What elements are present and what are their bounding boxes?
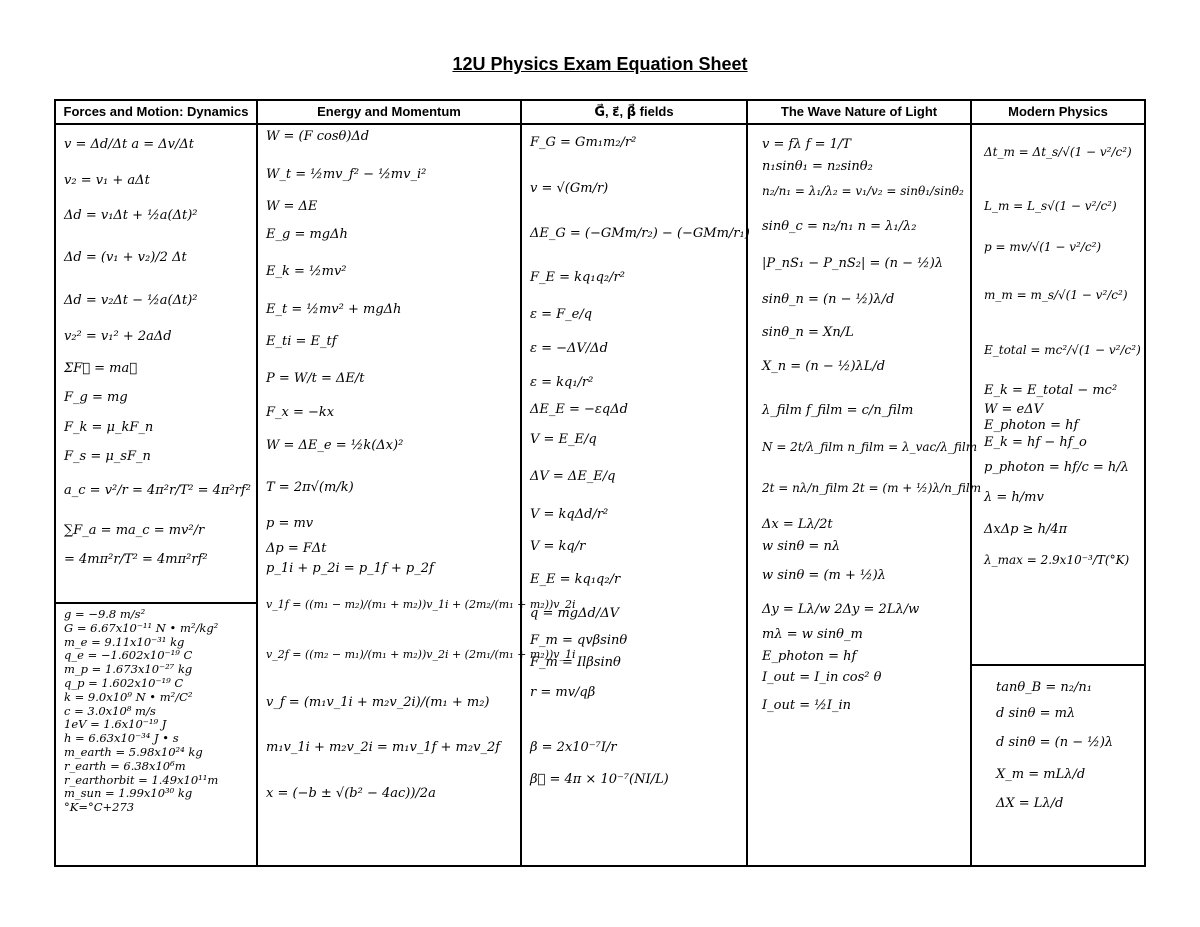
equation: F_g = mg bbox=[64, 390, 128, 406]
constant: c = 3.0x10⁸ m/s bbox=[64, 703, 156, 718]
equation: β = 2x10⁻⁷I/r bbox=[530, 740, 617, 756]
equation: p = mv/√(1 − v²/c²) bbox=[984, 239, 1102, 254]
equation: E_photon = hf bbox=[762, 648, 857, 664]
equation: F_m = Ilβsinθ bbox=[530, 654, 621, 670]
equation: d sinθ = (n − ½)λ bbox=[996, 735, 1114, 751]
equation: E_E = kq₁q₂/r bbox=[530, 572, 621, 588]
equation-list bbox=[748, 125, 982, 714]
equation: V = kq/r bbox=[530, 538, 586, 554]
equation: r = mv/qβ bbox=[530, 684, 596, 700]
constant: m_sun = 1.99x10³⁰ kg bbox=[64, 786, 193, 801]
equation: I_out = I_in cos² θ bbox=[762, 670, 882, 686]
extra-equation-list bbox=[972, 666, 1144, 812]
equation: W = ΔE_e = ½k(Δx)² bbox=[266, 438, 404, 454]
equation: p_1i + p_2i = p_1f + p_2f bbox=[266, 560, 434, 576]
equation: v_2f = ((m₂ − m₁)/(m₁ + m₂))v_2i + (2m₁/(m₁ + m₂))v_1i bbox=[266, 647, 576, 661]
equation: ε = F_e/q bbox=[530, 307, 593, 323]
modern-physics-box bbox=[972, 101, 1144, 666]
equation: Δy = Lλ/w 2Δy = 2Lλ/w bbox=[762, 601, 920, 617]
equation: Δp = FΔt bbox=[266, 541, 327, 557]
constant: q_e = −1.602x10⁻¹⁹ C bbox=[64, 648, 193, 663]
equation: T = 2π√(m/k) bbox=[266, 479, 354, 495]
equation: V = kqΔd/r² bbox=[530, 506, 609, 522]
equation: N = 2t/λ_film n_film = λ_vac/λ_film bbox=[762, 440, 978, 455]
equation: X_m = mLλ/d bbox=[996, 766, 1086, 782]
column-wave-light bbox=[746, 101, 982, 865]
equation: β⃗ = 4π × 10⁻⁷(NI/L) bbox=[530, 771, 669, 787]
equation: v_f = (m₁v_1i + m₂v_2i)/(m₁ + m₂) bbox=[266, 694, 490, 710]
equation-table bbox=[54, 99, 1146, 867]
equation-list bbox=[522, 125, 750, 787]
equation: E_t = ½mv² + mgΔh bbox=[266, 301, 402, 317]
equation: F_m = qvβsinθ bbox=[530, 633, 628, 649]
equation: F_E = kq₁q₂/r² bbox=[530, 269, 625, 285]
constant: q_p = 1.602x10⁻¹⁹ C bbox=[64, 675, 184, 690]
equation: ΔxΔp ≥ h/4π bbox=[984, 521, 1068, 537]
constants-box bbox=[56, 602, 256, 865]
equation: m_m = m_s/√(1 − v²/c²) bbox=[984, 288, 1128, 303]
column-modern-physics bbox=[970, 101, 1144, 865]
equation: d sinθ = mλ bbox=[996, 705, 1076, 721]
equation: v₂² = v₁² + 2aΔd bbox=[64, 328, 172, 344]
constant: g = −9.8 m/s² bbox=[64, 607, 146, 621]
equation: F_k = μ_kF_n bbox=[64, 419, 154, 435]
equation: E_photon = hf bbox=[984, 418, 1079, 434]
equation: a_c = v²/r = 4π²r/T² = 4π²rf² bbox=[64, 482, 251, 498]
equation: n₁sinθ₁ = n₂sinθ₂ bbox=[762, 158, 873, 174]
equation: p = mv bbox=[266, 515, 314, 531]
constant: r_earthorbit = 1.49x10¹¹m bbox=[64, 772, 219, 787]
equation: ε = kq₁/r² bbox=[530, 374, 594, 390]
equation: E_g = mgΔh bbox=[266, 226, 348, 242]
equation: ΣF⃗ = ma⃗ bbox=[64, 360, 138, 376]
equation: m₁v_1i + m₂v_2i = m₁v_1f + m₂v_2f bbox=[266, 740, 501, 756]
equation: Δd = (v₁ + v₂)/2 Δt bbox=[64, 249, 187, 265]
equation: W = (F cosθ)Δd bbox=[266, 129, 370, 144]
equation: E_k = ½mv² bbox=[266, 264, 347, 280]
equation: p_photon = hf/c = h/λ bbox=[984, 460, 1129, 476]
equation: w sinθ = (m + ½)λ bbox=[762, 568, 886, 584]
equation: mλ = w sinθ_m bbox=[762, 627, 863, 643]
equation: v_1f = ((m₁ − m₂)/(m₁ + m₂))v_1i + (2m₂/(m₁ + m₂))v_2i bbox=[266, 598, 576, 612]
equation: ΔX = Lλ/d bbox=[996, 796, 1064, 812]
column-heading: G⃗, ε⃗, β⃗ fields bbox=[522, 101, 746, 125]
equation: E_ti = E_tf bbox=[266, 333, 337, 349]
equation: X_n = (n − ½)λL/d bbox=[762, 358, 886, 374]
equation: E_total = mc²/√(1 − v²/c²) bbox=[984, 342, 1141, 357]
equation: L_m = L_s√(1 − v²/c²) bbox=[984, 199, 1117, 214]
column-heading: Modern Physics bbox=[972, 101, 1144, 125]
equation-list bbox=[56, 125, 256, 568]
equation: n₂/n₁ = λ₁/λ₂ = v₁/v₂ = sinθ₁/sinθ₂ bbox=[762, 184, 964, 199]
equation: V = E_E/q bbox=[530, 431, 597, 447]
equation: λ = h/mv bbox=[984, 489, 1044, 505]
constant: °K=°C+273 bbox=[64, 800, 135, 815]
equation: Δx = Lλ/2t bbox=[762, 516, 833, 532]
equation: P = W/t = ΔE/t bbox=[266, 371, 365, 387]
constant: 1eV = 1.6x10⁻¹⁹ J bbox=[64, 717, 167, 732]
equation: v = fλ f = 1/T bbox=[762, 137, 851, 152]
column-heading: Forces and Motion: Dynamics bbox=[56, 101, 256, 125]
constant: m_e = 9.11x10⁻³¹ kg bbox=[64, 634, 185, 649]
equation: λ_max = 2.9x10⁻³/T(°K) bbox=[984, 553, 1130, 568]
constant: m_p = 1.673x10⁻²⁷ kg bbox=[64, 662, 193, 677]
equation: v = Δd/Δt a = Δv/Δt bbox=[64, 137, 194, 152]
equation: v₂ = v₁ + aΔt bbox=[64, 172, 150, 188]
equation: ∑F_a = ma_c = mv²/r bbox=[64, 522, 205, 538]
equation: v = √(Gm/r) bbox=[530, 180, 609, 196]
column-heading: The Wave Nature of Light bbox=[748, 101, 970, 125]
equation: ε = −ΔV/Δd bbox=[530, 340, 608, 356]
equation: tanθ_B = n₂/n₁ bbox=[996, 680, 1092, 695]
equation: E_k = hf − hf_o bbox=[984, 434, 1087, 450]
equation: sinθ_n = (n − ½)λ/d bbox=[762, 291, 895, 307]
equation: F_x = −kx bbox=[266, 404, 335, 420]
equation-list bbox=[972, 125, 1144, 568]
equation: W = eΔV bbox=[984, 401, 1043, 417]
equation: Δd = v₁Δt + ½a(Δt)² bbox=[64, 208, 198, 224]
equation: sinθ_n = Xn/L bbox=[762, 325, 854, 341]
equation: ΔE_E = −εqΔd bbox=[530, 402, 628, 418]
equation: F_G = Gm₁m₂/r² bbox=[530, 135, 637, 150]
equation: Δt_m = Δt_s/√(1 − v²/c²) bbox=[984, 145, 1132, 159]
constant: G = 6.67x10⁻¹¹ N • m²/kg² bbox=[64, 620, 219, 635]
equation: ΔE_G = (−GMm/r₂) − (−GMm/r₁) bbox=[530, 226, 750, 242]
constant: k = 9.0x10⁹ N • m²/C² bbox=[64, 689, 193, 704]
equation: I_out = ½I_in bbox=[762, 698, 851, 714]
constant: h = 6.63x10⁻³⁴ J • s bbox=[64, 731, 179, 746]
constant: m_earth = 5.98x10²⁴ kg bbox=[64, 744, 203, 759]
equation: x = (−b ± √(b² − 4ac))/2a bbox=[266, 785, 436, 801]
column-dynamics bbox=[56, 101, 256, 865]
equation: W_t = ½mv_f² − ½mv_i² bbox=[266, 166, 427, 182]
equation: ΔV = ΔE_E/q bbox=[530, 469, 616, 485]
constant: r_earth = 6.38x10⁶m bbox=[64, 758, 186, 773]
column-heading: Energy and Momentum bbox=[258, 101, 520, 125]
equation: λ_film f_film = c/n_film bbox=[762, 402, 914, 418]
equation: sinθ_c = n₂/n₁ n = λ₁/λ₂ bbox=[762, 218, 917, 234]
equation: Δd = v₂Δt − ½a(Δt)² bbox=[64, 293, 198, 309]
equation: W = ΔE bbox=[266, 199, 318, 215]
page-title: 12U Physics Exam Equation Sheet bbox=[452, 54, 748, 74]
equation: = 4mπ²r/T² = 4mπ²rf² bbox=[64, 552, 208, 568]
equation: q = mgΔd/ΔV bbox=[530, 605, 619, 621]
equation: |P_nS₁ − P_nS₂| = (n − ½)λ bbox=[762, 256, 944, 272]
equation: E_k = E_total − mc² bbox=[984, 382, 1118, 398]
equation: 2t = nλ/n_film 2t = (m + ½)λ/n_film bbox=[762, 480, 982, 495]
equation: F_s = μ_sF_n bbox=[64, 449, 151, 465]
column-fields bbox=[520, 101, 750, 865]
equation: w sinθ = nλ bbox=[762, 538, 841, 554]
